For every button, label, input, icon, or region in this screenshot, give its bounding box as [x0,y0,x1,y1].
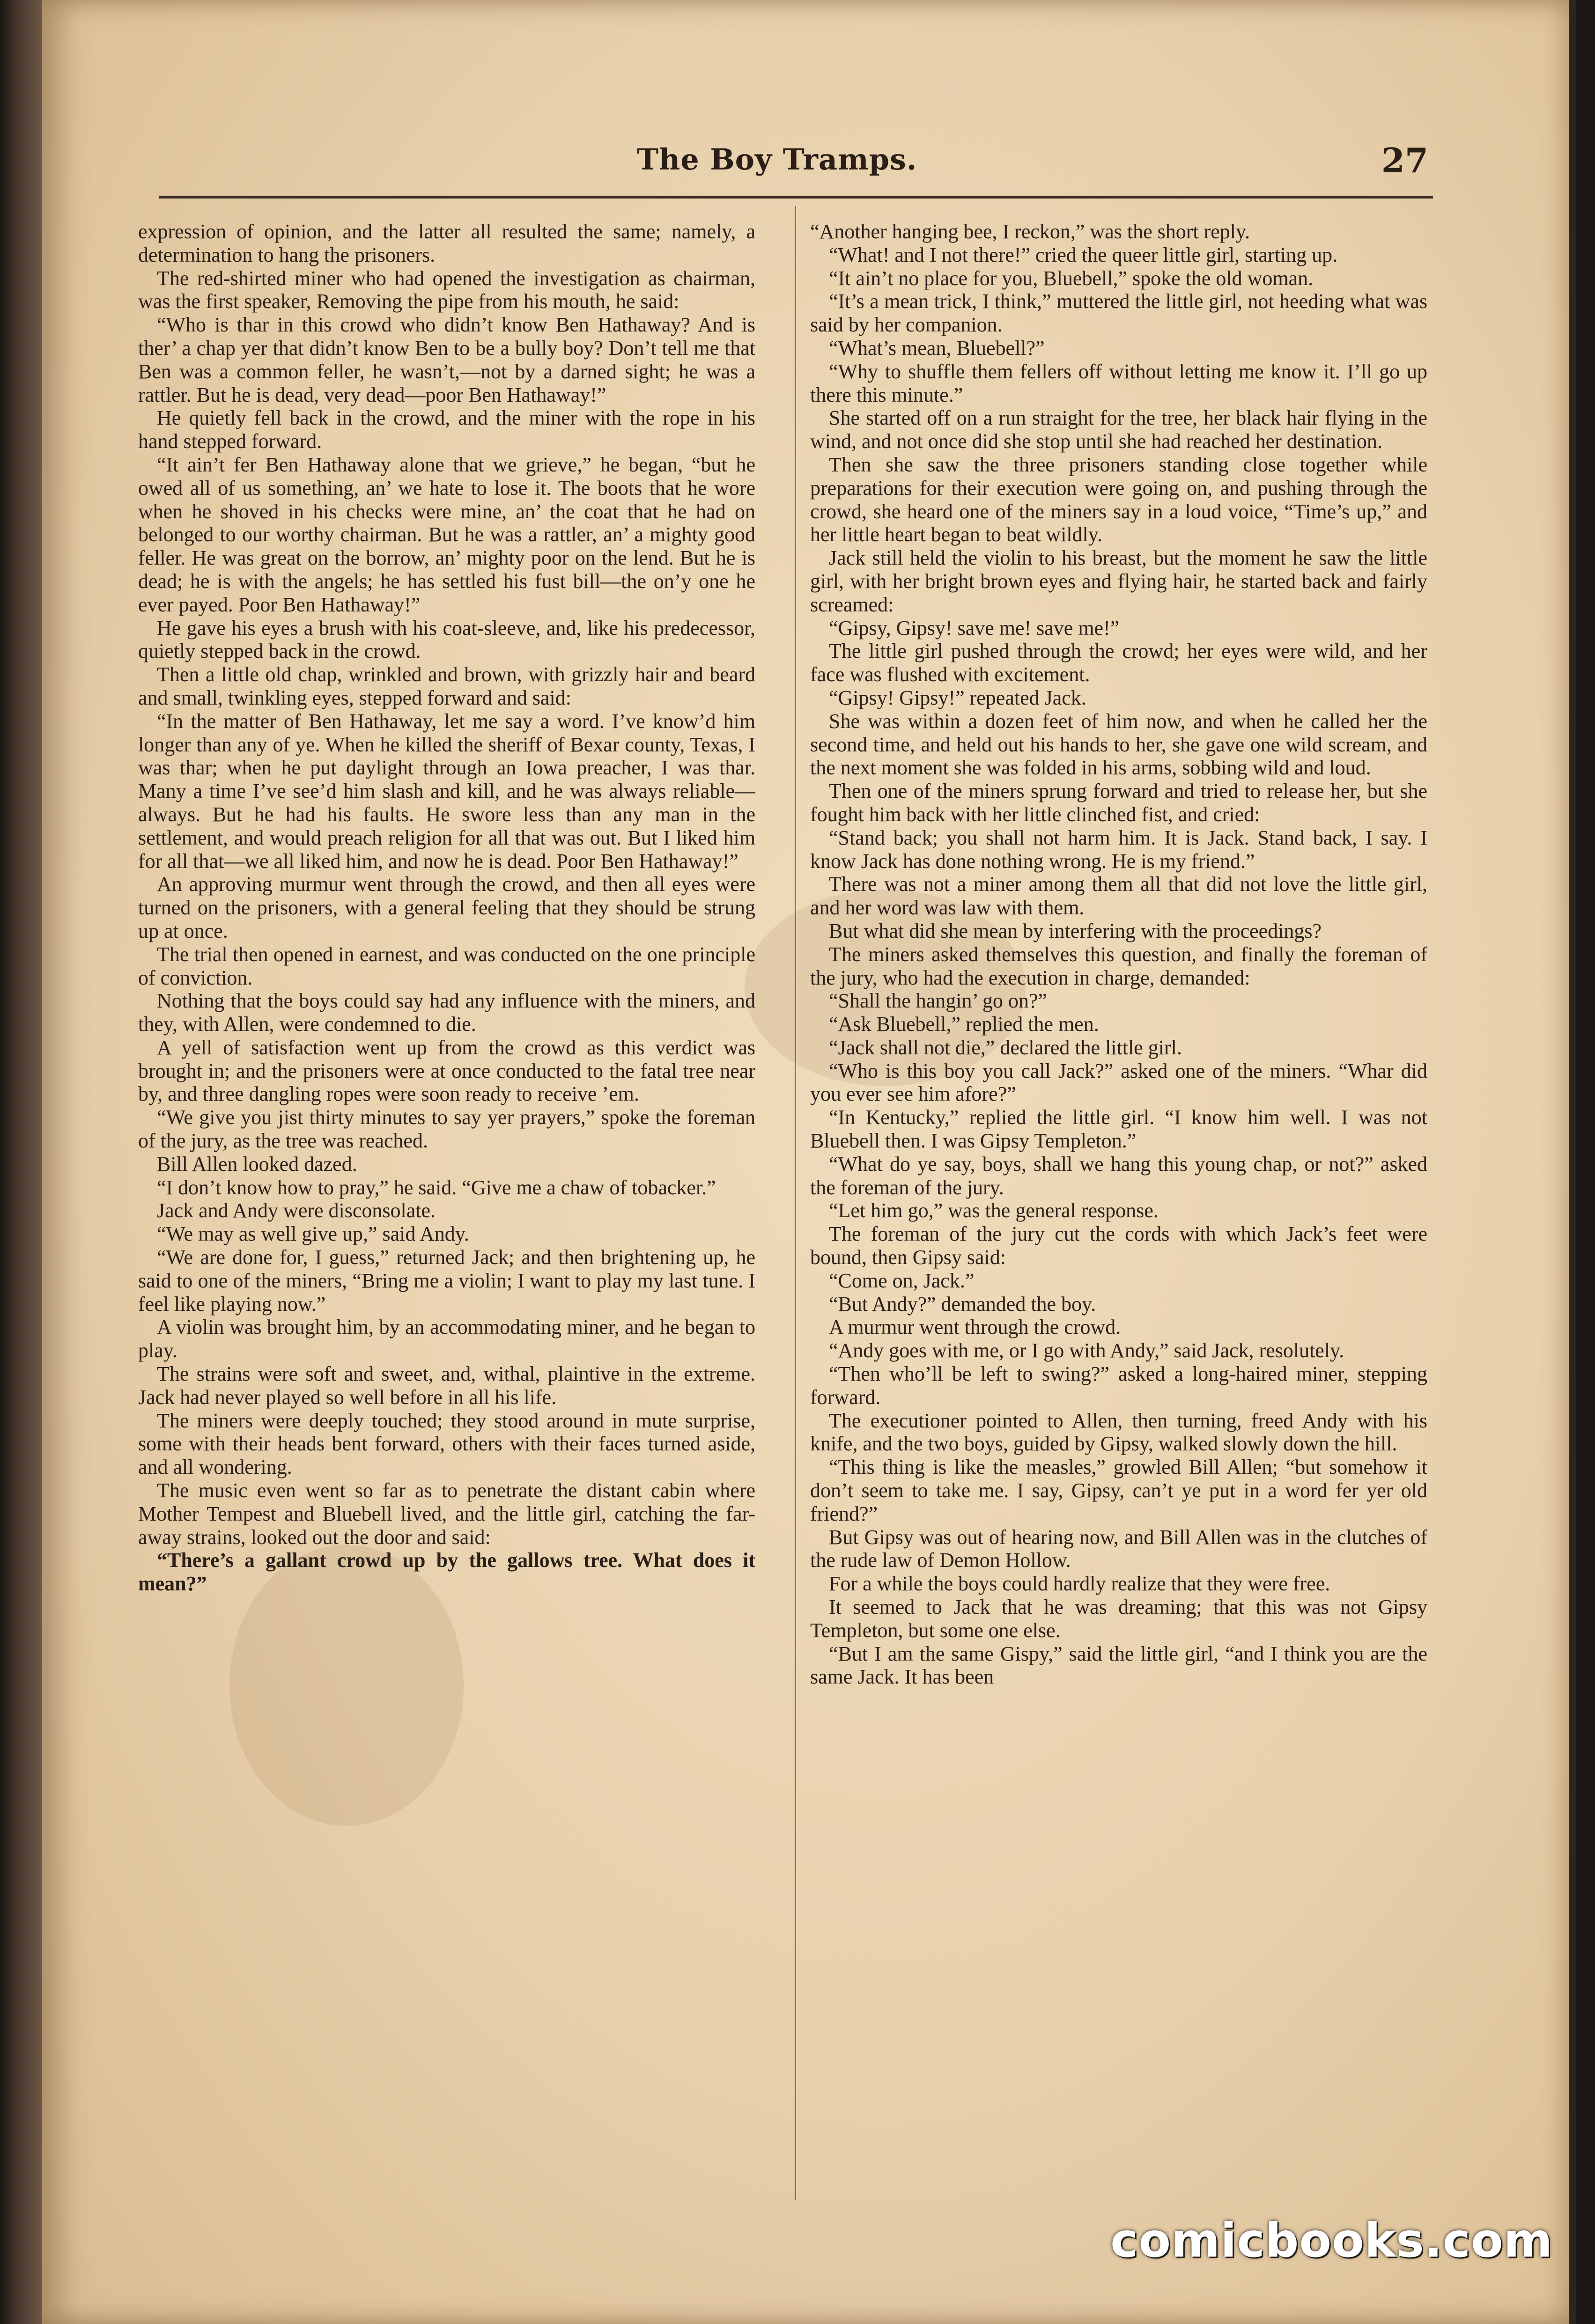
page-number: 27 [1381,140,1428,180]
column-divider [795,206,796,2200]
paragraph: Nothing that the boys could say had any influence with the miners, and they, with Allen, were condemned to die. [138,989,755,1036]
paragraph: There was not a miner among them all that did not love the little girl, and her word was law with them. [810,873,1427,919]
left-column [138,220,755,2163]
paragraph: She started off on a run straight for the tree, her black hair flying in the wind, and not once did she stop until she had reached her destination. [810,406,1427,453]
paragraph: “It’s a mean trick, I think,” muttered the little girl, not heeding what was said by her companion. [810,290,1427,337]
paragraph: Then she saw the three prisoners standing close together while preparations for their execution were going on, and pushing through the crowd, she heard one of the miners say in a loud voice, “Time’s up,” and her little heart began to beat wildly. [810,453,1427,546]
paragraph: The miners asked themselves this question, and finally the foreman of the jury, who had the execution in charge, demanded: [810,942,1427,989]
paragraph: An approving murmur went through the crowd, and then all eyes were turned on the prisoners, with a general feeling that they should be strung up at once. [138,873,755,942]
paragraph: The trial then opened in earnest, and was conducted on the one principle of conviction. [138,942,755,989]
paragraph: “Why to shuffle them fellers off without letting me know it. I’ll go up there this minute.” [810,360,1427,406]
paragraph: Then a little old chap, wrinkled and brown, with grizzly hair and beard and small, twinkling eyes, stepped forward and said: [138,663,755,709]
paragraph: “Stand back; you shall not harm him. It is Jack. Stand back, I say. I know Jack has done nothing wrong. He is my friend.” [810,826,1427,873]
paragraph: Bill Allen looked dazed. [157,1152,357,1176]
watermark: comicbooks.com [1110,2213,1553,2268]
right-column [810,220,1427,2163]
paragraph: But Gipsy was out of hearing now, and Bill Allen was in the clutches of the rude law of Demon Hollow. [810,1525,1427,1572]
paragraph: “Then who’ll be left to swing?” asked a long-haired miner, stepping forward. [810,1362,1427,1409]
running-title: The Boy Tramps. [637,142,917,177]
paragraph: “Let him go,” was the general response. [829,1199,1159,1222]
header-rule [159,196,1433,199]
paragraph: “But I am the same Gispy,” said the little girl, “and I think you are the same Jack. It has been [810,1642,1427,1689]
paragraph: “We are done for, I guess,” returned Jack; and then brightening up, he said to one of the miners, “Bring me a violin; I want to play my last tune. I feel like playing now.” [138,1246,755,1316]
paragraph: “But Andy?” demanded the boy. [829,1292,1096,1316]
paragraph: “We give you jist thirty minutes to say yer prayers,” spoke the foreman of the jury, as the tree was reached. [138,1106,755,1153]
paragraph: “There’s a gallant crowd up by the gallows tree. What does it mean?” [138,1549,755,1596]
paragraph: The foreman of the jury cut the cords with which Jack’s feet were bound, then Gipsy said: [810,1222,1427,1269]
paragraph: “Ask Bluebell,” replied the men. [829,1013,1099,1036]
paragraph: “Andy goes with me, or I go with Andy,” said Jack, resolutely. [829,1339,1344,1362]
paragraph: A yell of satisfaction went up from the crowd as this verdict was brought in; and the prisoners were at once conducted to the fatal tree near by, and three dangling ropes were soon ready to receive ’em. [138,1036,755,1106]
paragraph: “We may as well give up,” said Andy. [157,1222,469,1246]
paragraph: The strains were soft and sweet, and, withal, plaintive in the extreme. Jack had never played so well before in all his life. [138,1362,755,1409]
paragraph: “Come on, Jack.” [829,1269,975,1292]
paragraph: “Shall the hangin’ go on?” [829,989,1047,1013]
paragraph: “Who is thar in this crowd who didn’t know Ben Hathaway? And is ther’ a chap yer that didn’t know Ben to be a bully boy? Don’t tell me that Ben was a common feller, he wasn’t,—not by a darned sight; he was a rattler. But he is dead, very dead—poor Ben Hathaway!” [138,313,755,406]
paragraph: Jack and Andy were disconsolate. [157,1199,436,1222]
paragraph: “It ain’t no place for you, Bluebell,” spoke the old woman. [829,266,1314,290]
paragraph: “Gipsy! Gipsy!” repeated Jack. [829,686,1086,709]
paragraph: Jack still held the violin to his breast, but the moment he saw the little girl, with her bright brown eyes and flying hair, he started back and fairly screamed: [810,546,1427,616]
paragraph: It seemed to Jack that he was dreaming; that this was not Gipsy Templeton, but some one else. [810,1596,1427,1642]
paragraph: “Who is this boy you call Jack?” asked one of the miners. “Whar did you ever see him afore?” [810,1059,1427,1106]
paragraph: “This thing is like the measles,” growled Bill Allen; “but somehow it don’t seem to take me. I say, Gipsy, can’t ye put in a word fer yer old friend?” [810,1456,1427,1525]
paragraph: expression of opinion, and the latter all resulted the same; namely, a determination to hang the prisoners. [138,220,755,266]
paragraph: “What’s mean, Bluebell?” [829,336,1045,360]
paragraph: “Gipsy, Gipsy! save me! save me!” [829,616,1120,640]
paragraph: “I don’t know how to pray,” he said. “Give me a chaw of tobacker.” [157,1176,716,1199]
paragraph: “In Kentucky,” replied the little girl. “I know him well. I was not Bluebell then. I was Gipsy Templeton.” [810,1106,1427,1153]
paragraph: The miners were deeply touched; they stood around in mute surprise, some with their heads bent forward, others with their faces turned aside, and all wondering. [138,1409,755,1479]
paragraph: The little girl pushed through the crowd; her eyes were wild, and her face was flushed with excitement. [810,640,1427,686]
paragraph: But what did she mean by interfering with the proceedings? [829,919,1322,942]
paragraph: “What do ye say, boys, shall we hang this young chap, or not?” asked the foreman of the jury. [810,1152,1427,1199]
paragraph: He quietly fell back in the crowd, and the miner with the rope in his hand stepped forward. [138,406,755,453]
paragraph: For a while the boys could hardly realize that they were free. [829,1572,1330,1596]
paragraph: A murmur went through the crowd. [829,1316,1121,1339]
paragraph: “It ain’t fer Ben Hathaway alone that we grieve,” he began, “but he owed all of us something, an’ we hate to lose it. The boots that he wore when he shoved in his checks were mine, an’ the coat that he had on belonged to our worthy chairman. But he was a rattler, an’ a mighty good feller. He was great on the borrow, an’ mighty poor on the lend. But he is dead; he is with the angels; he has settled his fust bill—the on’y one he ever payed. Poor Ben Hathaway!” [138,453,755,616]
running-header [159,140,1433,192]
paragraph: “In the matter of Ben Hathaway, let me say a word. I’ve know’d him longer than any of ye. When he killed the sheriff of Bexar county, Texas, I was thar; when he put daylight through an Iowa preacher, I was thar. Many a time I’ve see’d him slash and kill, and he was always reliable—always. But he had his faults. He swore less than any man in the settlement, and would preach religion for all that was out. But I liked him for all that—we all liked him, and now he is dead. Poor Ben Hathaway!” [138,709,755,873]
paragraph: “Jack shall not die,” declared the little girl. [829,1036,1182,1059]
paragraph: He gave his eyes a brush with his coat-sleeve, and, like his predecessor, quietly stepped back in the crowd. [138,616,755,663]
paragraph: She was within a dozen feet of him now, and when he called her the second time, and held out his hands to her, she gave one wild scream, and the next moment she was folded in his arms, sobbing wild and loud. [810,709,1427,780]
page-edge [1576,0,1595,2324]
paragraph: “Another hanging bee, I reckon,” was the short reply. [810,220,1250,243]
paragraph: The executioner pointed to Allen, then turning, freed Andy with his knife, and the two boys, guided by Gipsy, walked slowly down the hill. [810,1409,1427,1456]
paragraph: The music even went so far as to penetrate the distant cabin where Mother Tempest and Bluebell lived, and the little girl, catching the far-away strains, looked out the door and said: [138,1479,755,1549]
paragraph: The red-shirted miner who had opened the investigation as chairman, was the first speaker, Removing the pipe from his mouth, he said: [138,266,755,313]
paragraph: Then one of the miners sprung forward and tried to release her, but she fought him back with her little clinched fist, and cried: [810,780,1427,826]
paragraph: A violin was brought him, by an accommodating miner, and he began to play. [138,1316,755,1362]
paragraph: “What! and I not there!” cried the queer little girl, starting up. [829,243,1338,266]
